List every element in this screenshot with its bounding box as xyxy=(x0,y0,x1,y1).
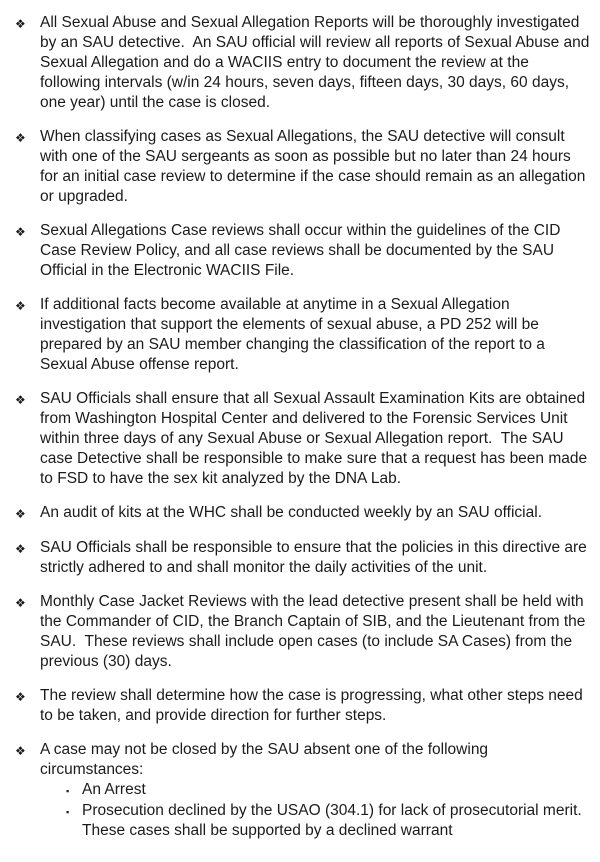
square-bullet-icon: ▪ xyxy=(66,807,70,817)
bullet-body xyxy=(40,221,592,281)
bullet-text: All Sexual Abuse and Sexual Allegation Reports will be thoroughly investigated by an SAU detective. An SAU official will review all reports of Sexual Abuse and Sexual Allegation and do a WACIIS entry to document the review at the following intervals (w/in 24 hours, seven days, fifteen days, 30 days, 60 days, one year) until the case is closed. xyxy=(40,14,594,111)
bullet-body xyxy=(40,740,592,841)
bullet-body xyxy=(40,503,592,523)
diamond-bullet-icon: ❖ xyxy=(15,393,26,407)
diamond-bullet-icon: ❖ xyxy=(15,542,26,556)
bullet-item xyxy=(15,389,592,489)
diamond-bullet-icon: ❖ xyxy=(15,299,26,313)
bullet-body xyxy=(40,295,592,375)
bullet-item xyxy=(15,127,592,207)
bullet-text: Sexual Allegations Case reviews shall occur within the guidelines of the CID Case Review Policy, and all case reviews shall be documented by the SAU Official in the Electronic WACIIS File. xyxy=(40,222,565,279)
sub-bullet-item xyxy=(66,801,592,841)
bullet-text: If additional facts become available at anytime in a Sexual Allegation investigation that support the elements of sexual abuse, a PD 252 will be prepared by an SAU member changing the classification of the report to a Sexual Abuse offense report. xyxy=(40,296,550,373)
bullet-text: Monthly Case Jacket Reviews with the lead detective present shall be held with the Commander of CID, the Branch Captain of SIB, and the Lieutenant from the SAU. These reviews shall include open cases (to include SA Cases) from the previous (30) days. xyxy=(40,593,590,670)
sub-bullet-text: Prosecution declined by the USAO (304.1) for lack of prosecutorial merit. These cases shall be supported by a declined warrant xyxy=(82,802,591,839)
bullet-item xyxy=(15,221,592,281)
bullet-item xyxy=(15,592,592,672)
bullet-text: A case may not be closed by the SAU absent one of the following circumstances: xyxy=(40,741,493,778)
bullet-item xyxy=(15,295,592,375)
bullet-text: The review shall determine how the case is progressing, what other steps need to be taken, and provide direction for further steps. xyxy=(40,687,588,724)
bullet-body xyxy=(40,538,592,578)
diamond-bullet-icon: ❖ xyxy=(15,596,26,610)
diamond-bullet-icon: ❖ xyxy=(15,17,26,31)
bullet-body xyxy=(40,389,592,489)
bullet-body xyxy=(40,592,592,672)
bullet-list xyxy=(15,13,592,841)
sub-bullet-text: An Arrest xyxy=(82,781,146,798)
bullet-body xyxy=(40,13,592,113)
bullet-body xyxy=(40,686,592,726)
bullet-item xyxy=(15,13,592,113)
bullet-item xyxy=(15,740,592,841)
sub-bullet-list xyxy=(40,780,592,841)
diamond-bullet-icon: ❖ xyxy=(15,690,26,704)
bullet-text: SAU Officials shall ensure that all Sexual Assault Examination Kits are obtained from Washington Hospital Center and delivered to the Forensic Services Unit within three days of any Sexual Abuse or Sexual Allegation report. The SAU case Detective shall be responsible to make sure that a request has been made to FSD to have the sex kit analyzed by the DNA Lab. xyxy=(40,390,592,487)
bullet-text: When classifying cases as Sexual Allegations, the SAU detective will consult with one of the SAU sergeants as soon as possible but no later than 24 hours for an initial case review to determine if the case should remain as an allegation or upgraded. xyxy=(40,128,590,205)
bullet-text: SAU Officials shall be responsible to ensure that the policies in this directive are strictly adhered to and shall monitor the daily activities of the unit. xyxy=(40,539,592,576)
diamond-bullet-icon: ❖ xyxy=(15,225,26,239)
square-bullet-icon: ▪ xyxy=(66,786,70,796)
bullet-item xyxy=(15,503,592,524)
diamond-bullet-icon: ❖ xyxy=(15,744,26,758)
bullet-item xyxy=(15,686,592,726)
bullet-item xyxy=(15,538,592,578)
sub-bullet-item xyxy=(66,780,592,801)
bullet-body xyxy=(40,127,592,207)
bullet-text: An audit of kits at the WHC shall be conducted weekly by an SAU official. xyxy=(40,504,542,521)
diamond-bullet-icon: ❖ xyxy=(15,507,26,521)
diamond-bullet-icon: ❖ xyxy=(15,131,26,145)
